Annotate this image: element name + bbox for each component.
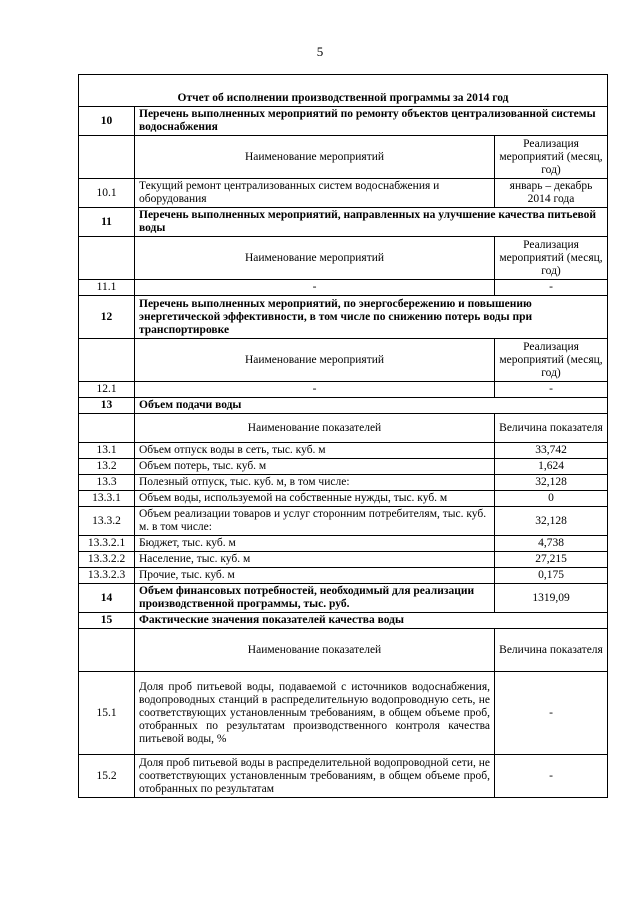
column-header-row bbox=[79, 414, 608, 443]
column-header-value: Реализация мероприятий (месяц, год) bbox=[495, 136, 608, 179]
row-number: 13.2 bbox=[79, 459, 135, 475]
column-header-row bbox=[79, 136, 608, 179]
section-number: 13 bbox=[79, 398, 135, 414]
row-name: Бюджет, тыс. куб. м bbox=[135, 536, 495, 552]
row-number: 11.1 bbox=[79, 280, 135, 296]
row-number: 15.1 bbox=[79, 672, 135, 755]
row-value: 33,742 bbox=[495, 443, 608, 459]
row-value: 1,624 bbox=[495, 459, 608, 475]
column-header-name: Наименование мероприятий bbox=[135, 339, 495, 382]
table-row bbox=[79, 443, 608, 459]
row-name: Объем реализации товаров и услуг сторонним потребителям, тыс. куб. м. в том числе: bbox=[135, 507, 495, 536]
section-title: Перечень выполненных мероприятий по ремонту объектов централизованной системы водоснабжения bbox=[135, 107, 608, 136]
row-name: Объем потерь, тыс. куб. м bbox=[135, 459, 495, 475]
report-title: Отчет об исполнении производственной программы за 2014 год bbox=[79, 91, 608, 107]
row-value: 4,738 bbox=[495, 536, 608, 552]
row-name: - bbox=[135, 280, 495, 296]
row-number: 13.3.1 bbox=[79, 491, 135, 507]
column-header-name: Наименование мероприятий bbox=[135, 237, 495, 280]
row-name: Доля проб питьевой воды в распределительной водопроводной сети, не соответствующих установленным требованиям, в общем объеме проб, отобранных по результатам bbox=[135, 755, 495, 798]
section-header-row bbox=[79, 398, 608, 414]
table-row bbox=[79, 179, 608, 208]
section-header-row bbox=[79, 584, 608, 613]
row-value: - bbox=[495, 672, 608, 755]
table-row bbox=[79, 552, 608, 568]
row-value: 27,215 bbox=[495, 552, 608, 568]
row-value: - bbox=[495, 280, 608, 296]
section-title: Перечень выполненных мероприятий, направленных на улучшение качества питьевой воды bbox=[135, 208, 608, 237]
column-header-value: Величина показателя bbox=[495, 414, 608, 443]
section-title: Объем подачи воды bbox=[135, 398, 608, 414]
row-name: Прочие, тыс. куб. м bbox=[135, 568, 495, 584]
table-row bbox=[79, 475, 608, 491]
section-number: 10 bbox=[79, 107, 135, 136]
row-value: 0,175 bbox=[495, 568, 608, 584]
table-row bbox=[79, 672, 608, 755]
section-number: 11 bbox=[79, 208, 135, 237]
column-header-row bbox=[79, 339, 608, 382]
row-value: 0 bbox=[495, 491, 608, 507]
row-value: - bbox=[495, 382, 608, 398]
table-row bbox=[79, 536, 608, 552]
row-name: Объем отпуск воды в сеть, тыс. куб. м bbox=[135, 443, 495, 459]
table-row bbox=[79, 382, 608, 398]
row-number: 10.1 bbox=[79, 179, 135, 208]
section-number: 14 bbox=[79, 584, 135, 613]
row-name: Объем воды, используемой на собственные нужды, тыс. куб. м bbox=[135, 491, 495, 507]
row-number: 13.3.2 bbox=[79, 507, 135, 536]
section-title: Перечень выполненных мероприятий, по энергосбережению и повышению энергетической эффективности, в том числе по снижению потерь воды при транспортировке bbox=[135, 296, 608, 339]
title-spacer-row bbox=[79, 75, 608, 92]
section-title: Фактические значения показателей качества воды bbox=[135, 613, 608, 629]
row-number: 13.3 bbox=[79, 475, 135, 491]
row-number: 13.3.2.2 bbox=[79, 552, 135, 568]
table-row bbox=[79, 459, 608, 475]
row-name: Население, тыс. куб. м bbox=[135, 552, 495, 568]
table-row bbox=[79, 507, 608, 536]
row-value: 32,128 bbox=[495, 507, 608, 536]
section-number: 12 bbox=[79, 296, 135, 339]
row-number: 13.3.2.1 bbox=[79, 536, 135, 552]
row-value: - bbox=[495, 755, 608, 798]
report-title-row bbox=[79, 91, 608, 107]
row-number: 13.3.2.3 bbox=[79, 568, 135, 584]
row-number: 12.1 bbox=[79, 382, 135, 398]
row-value: январь – декабрь 2014 года bbox=[495, 179, 608, 208]
column-header-value: Реализация мероприятий (месяц, год) bbox=[495, 339, 608, 382]
row-number: 13.1 bbox=[79, 443, 135, 459]
section-header-row bbox=[79, 613, 608, 629]
column-header-name: Наименование показателей bbox=[135, 414, 495, 443]
column-header-name: Наименование мероприятий bbox=[135, 136, 495, 179]
section-header-row bbox=[79, 296, 608, 339]
row-name: Доля проб питьевой воды, подаваемой с источников водоснабжения, водопроводных станций в распределительную водопроводную сеть, не соответствующих установленным требованиям, в общем объеме проб, отобранных по результатам производственного контроля качества питьевой воды, % bbox=[135, 672, 495, 755]
table-row bbox=[79, 568, 608, 584]
table-row bbox=[79, 755, 608, 798]
table-row bbox=[79, 491, 608, 507]
row-name: Текущий ремонт централизованных систем водоснабжения и оборудования bbox=[135, 179, 495, 208]
column-header-value: Величина показателя bbox=[495, 629, 608, 672]
row-value: 1319,09 bbox=[495, 584, 608, 613]
row-number: 15.2 bbox=[79, 755, 135, 798]
row-name: Полезный отпуск, тыс. куб. м, в том числе: bbox=[135, 475, 495, 491]
row-name: - bbox=[135, 382, 495, 398]
section-header-row bbox=[79, 208, 608, 237]
column-header-row bbox=[79, 629, 608, 672]
table-row bbox=[79, 280, 608, 296]
column-header-value: Реализация мероприятий (месяц, год) bbox=[495, 237, 608, 280]
row-value: 32,128 bbox=[495, 475, 608, 491]
report-table bbox=[78, 74, 608, 798]
column-header-row bbox=[79, 237, 608, 280]
page-number: 5 bbox=[316, 44, 324, 59]
column-header-name: Наименование показателей bbox=[135, 629, 495, 672]
section-header-row bbox=[79, 107, 608, 136]
section-number: 15 bbox=[79, 613, 135, 629]
section-title: Объем финансовых потребностей, необходимый для реализации производственной программы, тыс. руб. bbox=[135, 584, 495, 613]
